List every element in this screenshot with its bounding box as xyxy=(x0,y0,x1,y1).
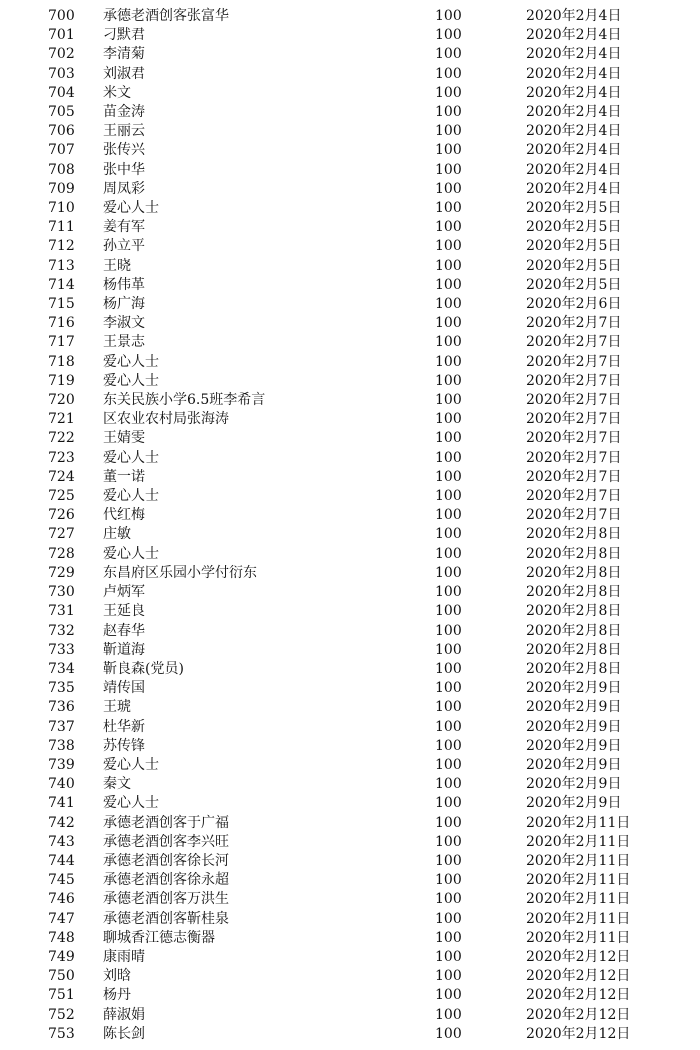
donation-amount: 100 xyxy=(435,8,462,24)
donation-date: 2020年2月7日 xyxy=(526,315,622,332)
table-row xyxy=(0,122,700,141)
row-number: 712 xyxy=(48,238,75,255)
donation-date: 2020年2月11日 xyxy=(526,929,631,946)
donor-name: 爱心人士 xyxy=(103,488,159,505)
donor-name: 王晓 xyxy=(103,257,131,274)
row-number: 703 xyxy=(48,65,75,82)
donor-name: 董一诺 xyxy=(103,468,145,485)
table-row xyxy=(0,967,700,986)
donation-amount: 100 xyxy=(435,641,462,658)
donation-amount: 100 xyxy=(435,411,462,428)
row-number: 707 xyxy=(48,142,75,159)
row-number: 708 xyxy=(48,161,75,178)
row-number: 737 xyxy=(48,718,75,735)
donation-amount: 100 xyxy=(435,334,462,351)
donation-amount: 100 xyxy=(435,680,462,697)
donation-amount: 100 xyxy=(435,737,462,754)
table-row xyxy=(0,890,700,909)
donation-date: 2020年2月12日 xyxy=(526,968,631,985)
donation-date: 2020年2月7日 xyxy=(526,334,622,351)
row-number: 721 xyxy=(48,411,75,428)
table-row xyxy=(0,353,700,372)
table-row xyxy=(0,718,700,737)
table-row xyxy=(0,814,700,833)
donation-date: 2020年2月8日 xyxy=(526,660,622,677)
donation-date: 2020年2月8日 xyxy=(526,584,622,601)
row-number: 739 xyxy=(48,756,75,773)
row-number: 702 xyxy=(48,46,75,63)
donation-date: 2020年2月9日 xyxy=(526,680,622,697)
donor-name: 爱心人士 xyxy=(103,545,159,562)
donor-name: 王琥 xyxy=(103,699,131,716)
donation-amount: 100 xyxy=(435,123,462,140)
row-number: 748 xyxy=(48,929,75,946)
donor-name: 爱心人士 xyxy=(103,353,159,370)
table-row xyxy=(0,506,700,525)
donation-amount: 100 xyxy=(435,564,462,581)
donation-amount: 100 xyxy=(435,756,462,773)
donation-amount: 100 xyxy=(435,238,462,255)
donor-name: 杜华新 xyxy=(103,718,145,735)
donation-amount: 100 xyxy=(435,929,462,946)
table-row xyxy=(0,372,700,391)
row-number: 724 xyxy=(48,468,75,485)
table-row xyxy=(0,276,700,295)
row-number: 700 xyxy=(48,8,75,24)
row-number: 711 xyxy=(48,219,75,236)
row-number: 709 xyxy=(48,180,75,197)
donation-amount: 100 xyxy=(435,392,462,409)
table-row xyxy=(0,7,700,26)
row-number: 746 xyxy=(48,891,75,908)
donation-date: 2020年2月5日 xyxy=(526,238,622,255)
donation-date: 2020年2月4日 xyxy=(526,84,622,101)
donation-date: 2020年2月11日 xyxy=(526,891,631,908)
donation-date: 2020年2月4日 xyxy=(526,46,622,63)
donor-name: 杨伟革 xyxy=(103,276,145,293)
donor-name: 靳良森(党员) xyxy=(103,660,184,677)
table-row xyxy=(0,103,700,122)
table-row xyxy=(0,449,700,468)
row-number: 726 xyxy=(48,507,75,524)
table-row xyxy=(0,468,700,487)
donation-amount: 100 xyxy=(435,1025,462,1042)
row-number: 720 xyxy=(48,392,75,409)
donation-amount: 100 xyxy=(435,603,462,620)
donation-amount: 100 xyxy=(435,718,462,735)
row-number: 745 xyxy=(48,872,75,889)
donor-name: 爱心人士 xyxy=(103,449,159,466)
row-number: 701 xyxy=(48,27,75,44)
donation-date: 2020年2月7日 xyxy=(526,449,622,466)
donor-name: 卢炳军 xyxy=(103,584,145,601)
row-number: 732 xyxy=(48,622,75,639)
donation-date: 2020年2月11日 xyxy=(526,833,631,850)
donation-amount: 100 xyxy=(435,200,462,217)
donation-amount: 100 xyxy=(435,526,462,543)
table-row xyxy=(0,295,700,314)
donation-date: 2020年2月12日 xyxy=(526,948,631,965)
donation-amount: 100 xyxy=(435,833,462,850)
table-row xyxy=(0,65,700,84)
table-row xyxy=(0,602,700,621)
donation-amount: 100 xyxy=(435,449,462,466)
donation-amount: 100 xyxy=(435,814,462,831)
row-number: 738 xyxy=(48,737,75,754)
donation-amount: 100 xyxy=(435,584,462,601)
donation-amount: 100 xyxy=(435,104,462,121)
row-number: 747 xyxy=(48,910,75,927)
row-number: 750 xyxy=(48,968,75,985)
row-number: 710 xyxy=(48,200,75,217)
donor-name: 承德老酒创客张富华 xyxy=(103,8,229,24)
donation-date: 2020年2月9日 xyxy=(526,756,622,773)
table-row xyxy=(0,257,700,276)
donor-name: 孙立平 xyxy=(103,238,145,255)
donation-amount: 100 xyxy=(435,699,462,716)
row-number: 735 xyxy=(48,680,75,697)
row-number: 705 xyxy=(48,104,75,121)
table-row xyxy=(0,910,700,929)
row-number: 717 xyxy=(48,334,75,351)
table-row xyxy=(0,333,700,352)
donation-amount: 100 xyxy=(435,891,462,908)
table-row xyxy=(0,180,700,199)
donor-name: 爱心人士 xyxy=(103,372,159,389)
donation-amount: 100 xyxy=(435,468,462,485)
row-number: 704 xyxy=(48,84,75,101)
donation-date: 2020年2月5日 xyxy=(526,200,622,217)
donation-date: 2020年2月4日 xyxy=(526,123,622,140)
donation-amount: 100 xyxy=(435,296,462,313)
table-row xyxy=(0,84,700,103)
table-row xyxy=(0,660,700,679)
donor-name: 王景志 xyxy=(103,334,145,351)
row-number: 719 xyxy=(48,372,75,389)
donation-amount: 100 xyxy=(435,948,462,965)
donation-amount: 100 xyxy=(435,276,462,293)
donation-amount: 100 xyxy=(435,372,462,389)
table-row xyxy=(0,1025,700,1044)
donation-date: 2020年2月4日 xyxy=(526,8,622,24)
table-row xyxy=(0,775,700,794)
donation-date: 2020年2月9日 xyxy=(526,795,622,812)
donor-name: 承德老酒创客万洪生 xyxy=(103,891,229,908)
table-row xyxy=(0,929,700,948)
row-number: 713 xyxy=(48,257,75,274)
donation-date: 2020年2月8日 xyxy=(526,622,622,639)
donation-amount: 100 xyxy=(435,315,462,332)
donor-name: 薛淑娟 xyxy=(103,1006,145,1023)
donation-date: 2020年2月7日 xyxy=(526,507,622,524)
donor-name: 代红梅 xyxy=(103,507,145,524)
donation-date: 2020年2月9日 xyxy=(526,776,622,793)
donor-name: 赵春华 xyxy=(103,622,145,639)
donation-amount: 100 xyxy=(435,46,462,63)
row-number: 736 xyxy=(48,699,75,716)
row-number: 730 xyxy=(48,584,75,601)
donor-name: 区农业农村局张海涛 xyxy=(103,411,229,428)
table-row xyxy=(0,852,700,871)
row-number: 753 xyxy=(48,1025,75,1042)
donor-name: 爱心人士 xyxy=(103,200,159,217)
donation-date: 2020年2月9日 xyxy=(526,699,622,716)
donation-date: 2020年2月12日 xyxy=(526,1006,631,1023)
donation-table-body xyxy=(0,7,700,1044)
donor-name: 东昌府区乐园小学付衍东 xyxy=(103,564,257,581)
donation-date: 2020年2月12日 xyxy=(526,1025,631,1042)
table-row xyxy=(0,391,700,410)
row-number: 741 xyxy=(48,795,75,812)
donor-name: 李淑文 xyxy=(103,315,145,332)
donation-date: 2020年2月8日 xyxy=(526,545,622,562)
donor-name: 王婧雯 xyxy=(103,430,145,447)
donor-name: 承德老酒创客于广福 xyxy=(103,814,229,831)
row-number: 716 xyxy=(48,315,75,332)
donation-amount: 100 xyxy=(435,968,462,985)
donation-date: 2020年2月12日 xyxy=(526,987,631,1004)
donation-amount: 100 xyxy=(435,507,462,524)
row-number: 729 xyxy=(48,564,75,581)
donation-amount: 100 xyxy=(435,84,462,101)
donation-amount: 100 xyxy=(435,776,462,793)
donation-amount: 100 xyxy=(435,65,462,82)
donation-amount: 100 xyxy=(435,161,462,178)
donation-date: 2020年2月11日 xyxy=(526,872,631,889)
donation-date: 2020年2月8日 xyxy=(526,641,622,658)
table-row xyxy=(0,756,700,775)
row-number: 706 xyxy=(48,123,75,140)
donor-name: 靖传国 xyxy=(103,680,145,697)
donor-name: 承德老酒创客徐永超 xyxy=(103,872,229,889)
row-number: 727 xyxy=(48,526,75,543)
table-row xyxy=(0,833,700,852)
donation-amount: 100 xyxy=(435,353,462,370)
donation-amount: 100 xyxy=(435,219,462,236)
donor-name: 刘晗 xyxy=(103,968,131,985)
donation-date: 2020年2月4日 xyxy=(526,161,622,178)
donor-name: 杨广海 xyxy=(103,296,145,313)
table-row xyxy=(0,525,700,544)
donation-date: 2020年2月7日 xyxy=(526,411,622,428)
donor-name: 陈长剑 xyxy=(103,1025,145,1042)
table-row xyxy=(0,564,700,583)
donation-date: 2020年2月4日 xyxy=(526,27,622,44)
row-number: 734 xyxy=(48,660,75,677)
donation-date: 2020年2月5日 xyxy=(526,219,622,236)
table-row xyxy=(0,487,700,506)
donation-amount: 100 xyxy=(435,1006,462,1023)
row-number: 740 xyxy=(48,776,75,793)
donation-amount: 100 xyxy=(435,852,462,869)
donor-name: 庄敏 xyxy=(103,526,131,543)
donor-name: 爱心人士 xyxy=(103,795,159,812)
donation-date: 2020年2月8日 xyxy=(526,526,622,543)
donor-name: 靳道海 xyxy=(103,641,145,658)
donor-name: 张传兴 xyxy=(103,142,145,159)
table-row xyxy=(0,641,700,660)
row-number: 728 xyxy=(48,545,75,562)
donation-date: 2020年2月6日 xyxy=(526,296,622,313)
row-number: 743 xyxy=(48,833,75,850)
donation-date: 2020年2月8日 xyxy=(526,564,622,581)
donation-amount: 100 xyxy=(435,27,462,44)
donor-name: 刘淑君 xyxy=(103,65,145,82)
table-row xyxy=(0,986,700,1005)
row-number: 723 xyxy=(48,449,75,466)
table-row xyxy=(0,737,700,756)
table-row xyxy=(0,26,700,45)
donor-name: 承德老酒创客徐长河 xyxy=(103,852,229,869)
donor-name: 苗金涛 xyxy=(103,104,145,121)
table-row xyxy=(0,161,700,180)
table-row xyxy=(0,199,700,218)
donor-name: 王丽云 xyxy=(103,123,145,140)
donation-amount: 100 xyxy=(435,872,462,889)
row-number: 731 xyxy=(48,603,75,620)
donation-amount: 100 xyxy=(435,622,462,639)
donation-date: 2020年2月4日 xyxy=(526,65,622,82)
donation-date: 2020年2月11日 xyxy=(526,814,631,831)
table-row xyxy=(0,794,700,813)
donation-date: 2020年2月7日 xyxy=(526,468,622,485)
donor-name: 承德老酒创客李兴旺 xyxy=(103,833,229,850)
table-row xyxy=(0,583,700,602)
row-number: 749 xyxy=(48,948,75,965)
donation-amount: 100 xyxy=(435,910,462,927)
donation-date: 2020年2月7日 xyxy=(526,372,622,389)
donor-name: 东关民族小学6.5班李希言 xyxy=(103,392,266,409)
donor-name: 刁默君 xyxy=(103,27,145,44)
donor-name: 姜有军 xyxy=(103,219,145,236)
table-row xyxy=(0,1006,700,1025)
donation-date: 2020年2月11日 xyxy=(526,910,631,927)
donor-name: 康雨晴 xyxy=(103,948,145,965)
donor-name: 王延良 xyxy=(103,603,145,620)
donation-amount: 100 xyxy=(435,795,462,812)
donor-name: 爱心人士 xyxy=(103,756,159,773)
donor-name: 承德老酒创客靳桂泉 xyxy=(103,910,229,927)
row-number: 742 xyxy=(48,814,75,831)
row-number: 722 xyxy=(48,430,75,447)
donation-amount: 100 xyxy=(435,142,462,159)
table-row xyxy=(0,218,700,237)
table-row xyxy=(0,237,700,256)
row-number: 718 xyxy=(48,353,75,370)
donor-name: 李清菊 xyxy=(103,46,145,63)
row-number: 733 xyxy=(48,641,75,658)
table-row xyxy=(0,314,700,333)
donation-table xyxy=(0,7,700,1044)
donation-amount: 100 xyxy=(435,488,462,505)
donation-date: 2020年2月5日 xyxy=(526,257,622,274)
table-row xyxy=(0,429,700,448)
donation-date: 2020年2月7日 xyxy=(526,488,622,505)
row-number: 725 xyxy=(48,488,75,505)
donation-date: 2020年2月4日 xyxy=(526,142,622,159)
donation-date: 2020年2月7日 xyxy=(526,392,622,409)
row-number: 752 xyxy=(48,1006,75,1023)
table-row xyxy=(0,948,700,967)
donation-date: 2020年2月9日 xyxy=(526,718,622,735)
table-row xyxy=(0,622,700,641)
table-row xyxy=(0,410,700,429)
donation-date: 2020年2月8日 xyxy=(526,603,622,620)
donor-name: 米文 xyxy=(103,84,131,101)
row-number: 715 xyxy=(48,296,75,313)
table-row xyxy=(0,698,700,717)
donation-date: 2020年2月9日 xyxy=(526,737,622,754)
donor-name: 聊城香江德志衡器 xyxy=(103,929,215,946)
row-number: 744 xyxy=(48,852,75,869)
donation-amount: 100 xyxy=(435,545,462,562)
table-row xyxy=(0,45,700,64)
donation-date: 2020年2月4日 xyxy=(526,104,622,121)
table-row xyxy=(0,679,700,698)
donor-name: 杨丹 xyxy=(103,987,131,1004)
donor-name: 秦文 xyxy=(103,776,131,793)
donation-date: 2020年2月4日 xyxy=(526,180,622,197)
donor-name: 张中华 xyxy=(103,161,145,178)
donation-date: 2020年2月7日 xyxy=(526,430,622,447)
table-row xyxy=(0,545,700,564)
donation-amount: 100 xyxy=(435,180,462,197)
donation-date: 2020年2月7日 xyxy=(526,353,622,370)
donation-amount: 100 xyxy=(435,430,462,447)
table-row xyxy=(0,871,700,890)
row-number: 714 xyxy=(48,276,75,293)
donor-name: 苏传锋 xyxy=(103,737,145,754)
donation-date: 2020年2月5日 xyxy=(526,276,622,293)
donation-date: 2020年2月11日 xyxy=(526,852,631,869)
donation-amount: 100 xyxy=(435,660,462,677)
donor-name: 周凤彩 xyxy=(103,180,145,197)
table-row xyxy=(0,141,700,160)
row-number: 751 xyxy=(48,987,75,1004)
donation-amount: 100 xyxy=(435,257,462,274)
donation-amount: 100 xyxy=(435,987,462,1004)
